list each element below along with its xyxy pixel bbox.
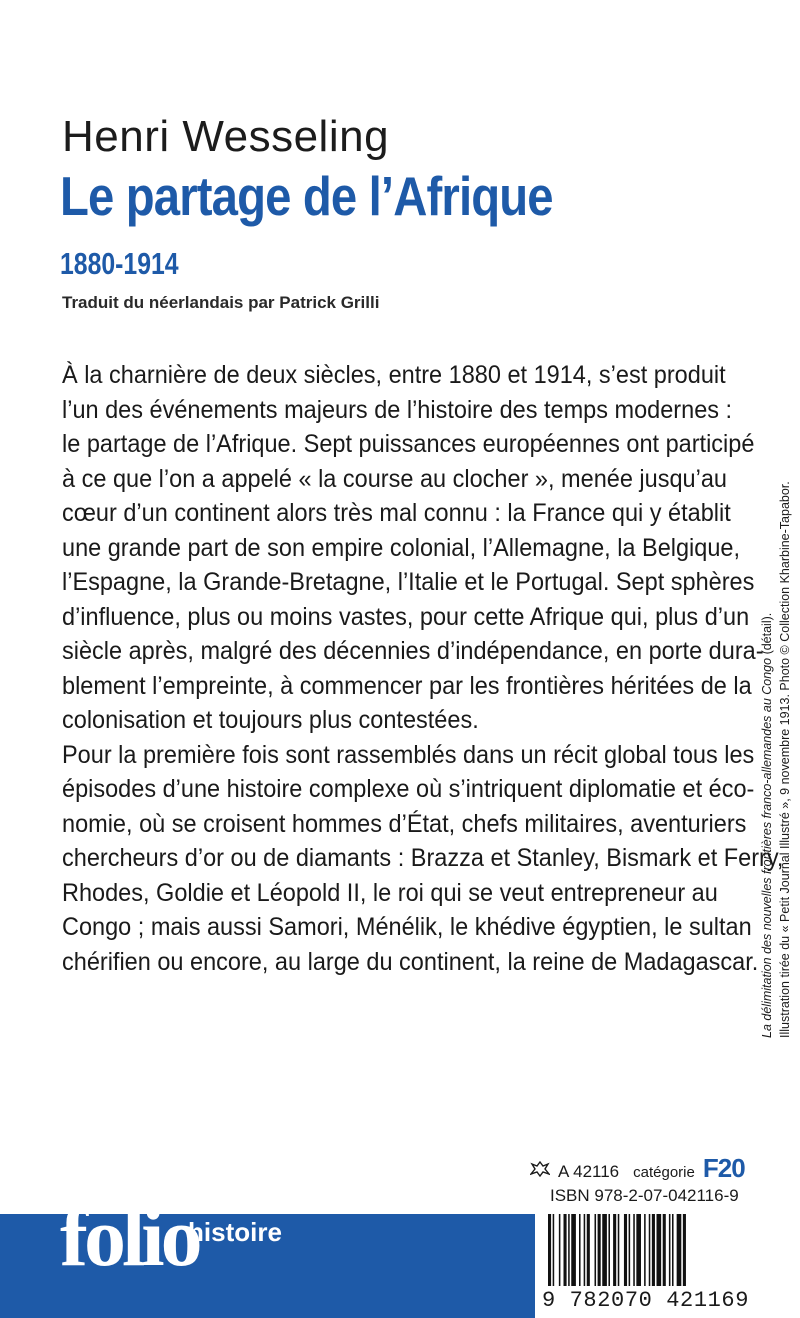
- barcode-bar: [553, 1214, 555, 1286]
- barcode-bar: [602, 1214, 607, 1286]
- blurb-line: Rhodes, Goldie et Léopold II, le roi qui se veut entrepreneur au: [62, 878, 718, 907]
- barcode-bar: [663, 1214, 666, 1286]
- folio-logo: folio: [60, 1191, 199, 1284]
- blurb-line: cœur d’un continent alors très mal connu : la France qui y établit: [62, 499, 731, 527]
- blurb-line: siècle après, malgré des décennies d’indépendance, en porte dura-: [62, 637, 764, 665]
- blurb-text: [62, 358, 782, 979]
- barcode-bar: [579, 1214, 581, 1286]
- book-title: Le partage de l’Afrique: [60, 165, 553, 227]
- category-value: F20: [702, 1153, 745, 1183]
- barcode-bar: [568, 1214, 570, 1286]
- blurb-line: l’un des événements majeurs de l’histoire des temps modernes :: [62, 395, 733, 424]
- translator-credit: Traduit du néerlandais par Patrick Grilli: [62, 293, 380, 312]
- category-label: catégorie: [633, 1164, 695, 1181]
- blurb-line: colonisation et toujours plus contestées.: [62, 706, 479, 734]
- author-name: Henri Wesseling: [62, 112, 390, 161]
- blurb-line: à ce que l’on a appelé « la course au clocher », menée jusqu’au: [62, 464, 727, 493]
- blurb-line: épisodes d’une histoire complexe où s’intriquent diplomatie et éco-: [62, 775, 755, 803]
- book-subtitle-dates: 1880-1914: [60, 246, 179, 281]
- barcode-bar: [633, 1214, 635, 1286]
- barcode: [540, 1214, 750, 1318]
- barcode-bar: [559, 1214, 561, 1286]
- blurb-line: d’influence, plus ou moins vastes, pour cette Afrique qui, plus d’un: [62, 602, 750, 631]
- barcode-bar: [571, 1214, 576, 1286]
- catalog-codes: [530, 1153, 745, 1206]
- barcode-bar: [598, 1214, 601, 1286]
- barcode-bar: [677, 1214, 682, 1286]
- barcode-bar: [649, 1214, 651, 1286]
- blurb-line: le partage de l’Afrique. Sept puissances européennes ont participé: [62, 430, 755, 458]
- credit-line-2: Illustration tirée du « Petit Journal Illustré », 9 novembre 1913. Photo © Collection Kharbine-Tapabor.: [778, 481, 792, 1038]
- blurb-line: une grande part de son empire colonial, l’Allemagne, la Belgique,: [62, 533, 741, 562]
- barcode-bar: [548, 1214, 551, 1286]
- code-row: [530, 1153, 745, 1184]
- barcode-bar: [683, 1214, 686, 1286]
- barcode-bar: [629, 1214, 631, 1286]
- barcode-bar: [564, 1214, 567, 1286]
- barcode-bar: [672, 1214, 674, 1286]
- barcode-bar: [669, 1214, 671, 1286]
- blurb-line: chercheurs d’or ou de diamants : Brazza et Stanley, Bismark et Ferry,: [62, 844, 784, 872]
- gallimard-pictogram-icon: [530, 1161, 550, 1182]
- catalog-number: A 42116: [558, 1162, 620, 1181]
- blurb-line: Congo ; mais aussi Samori, Ménélik, le khédive égyptien, le sultan: [62, 913, 752, 941]
- barcode-bar: [584, 1214, 586, 1286]
- barcode-bar: [644, 1214, 646, 1286]
- credit-line-1: [758, 478, 776, 1038]
- barcode-bar: [618, 1214, 620, 1286]
- barcode-bar: [595, 1214, 597, 1286]
- barcode-bar: [624, 1214, 627, 1286]
- blurb-line: l’Espagne, la Grande-Bretagne, l’Italie et le Portugal. Sept sphères: [62, 568, 755, 596]
- blurb-line: blement l’empreinte, à commencer par les frontières héritées de la: [62, 671, 752, 700]
- collection-name: histoire: [188, 1217, 282, 1247]
- blurb-line: chérifien ou encore, au large du continent, la reine de Madagascar.: [62, 947, 759, 976]
- barcode-bar: [587, 1214, 590, 1286]
- barcode-bars: [548, 1214, 748, 1286]
- blurb-line: Pour la première fois sont rassemblés dans un récit global tous les: [62, 740, 755, 769]
- credit-detail: (détail).: [760, 612, 774, 658]
- barcode-bar: [608, 1214, 610, 1286]
- blurb-line: nomie, où se croisent hommes d’État, chefs militaires, aventuriers: [62, 809, 747, 838]
- barcode-bar: [652, 1214, 655, 1286]
- barcode-bar: [613, 1214, 616, 1286]
- barcode-bar: [636, 1214, 641, 1286]
- illustration-credit: [758, 478, 794, 1038]
- barcode-bar: [657, 1214, 662, 1286]
- credit-caption: La délimitation des nouvelles frontières franco-allemandes au Congo: [760, 657, 774, 1038]
- barcode-number: 9 782070 421169: [542, 1288, 750, 1313]
- blurb-line: À la charnière de deux siècles, entre 1880 et 1914, s’est produit: [62, 361, 726, 389]
- isbn: ISBN 978-2-07-042116-9: [550, 1186, 739, 1205]
